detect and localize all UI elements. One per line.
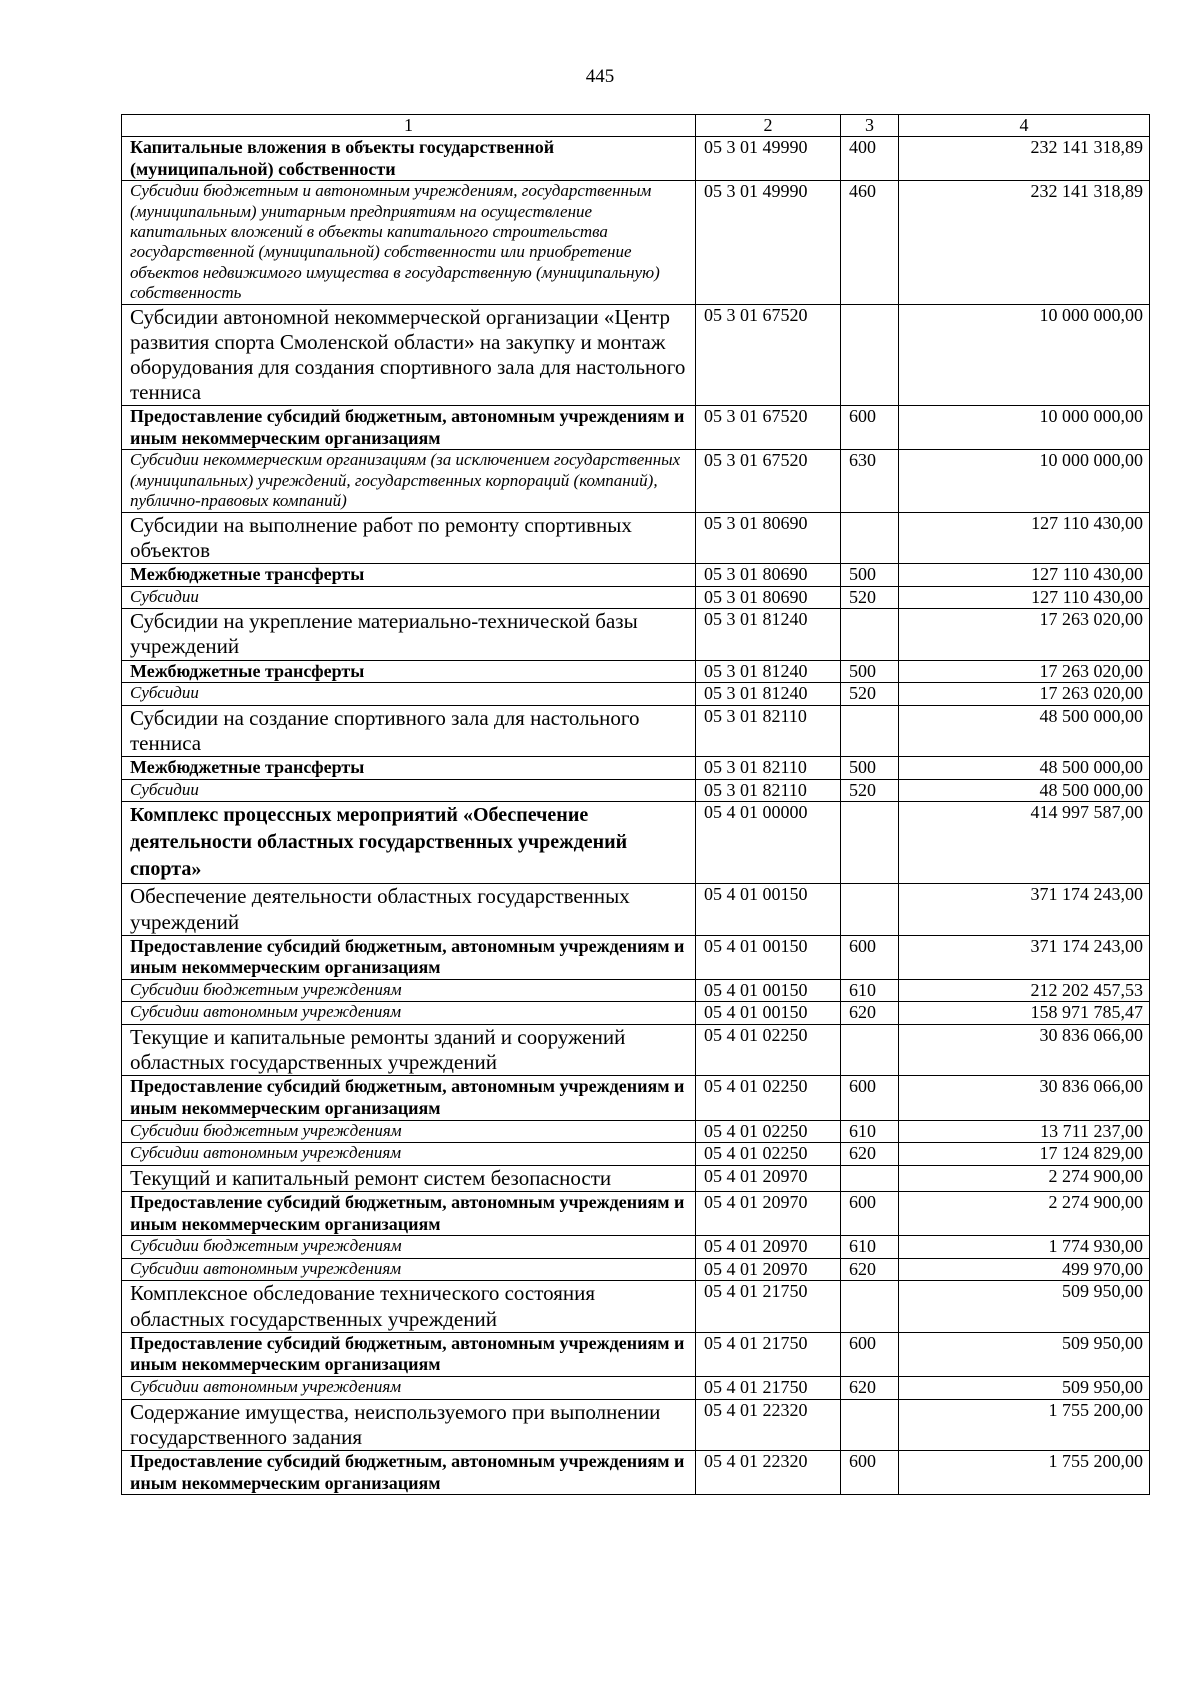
row-name-cell: Субсидии бюджетным и автономным учреждениям, государственным (муниципальным) унитарным предприятиям на осуществление капитальных вложений в объекты капитального строительства государственной (муниципальной) собственности или приобретение объектов недвижимого имущества в государственную (муниципальную) собственность [122,181,696,304]
row-code-cell: 05 4 01 00000 [696,802,841,884]
row-vr-cell [841,1399,899,1450]
row-vr-cell: 610 [841,1120,899,1143]
row-name-cell: Комплекс процессных мероприятий «Обеспечение деятельности областных государственных учреждений спорта» [122,802,696,884]
table-row [122,181,1150,304]
row-vr-cell: 460 [841,181,899,304]
row-code-cell: 05 3 01 80690 [696,586,841,609]
row-code-cell: 05 3 01 49990 [696,137,841,181]
row-vr-cell [841,884,899,935]
row-name-cell: Текущий и капитальный ремонт систем безопасности [122,1165,696,1191]
table-row [122,1192,1150,1236]
row-code-cell: 05 4 01 00150 [696,1002,841,1025]
row-code-cell: 05 3 01 67520 [696,450,841,512]
row-amount-cell: 158 971 785,47 [899,1002,1150,1025]
row-vr-cell: 520 [841,586,899,609]
row-name-cell: Субсидии на выполнение работ по ремонту спортивных объектов [122,512,696,563]
row-code-cell: 05 3 01 80690 [696,564,841,587]
row-amount-cell: 509 950,00 [899,1332,1150,1376]
row-code-cell: 05 4 01 20970 [696,1258,841,1281]
table-row [122,1143,1150,1166]
table-row [122,1399,1150,1450]
row-amount-cell: 10 000 000,00 [899,304,1150,406]
row-name-cell: Предоставление субсидий бюджетным, автономным учреждениям и иным некоммерческим организациям [122,406,696,450]
row-amount-cell: 13 711 237,00 [899,1120,1150,1143]
row-amount-cell: 2 274 900,00 [899,1192,1150,1236]
table-row [122,1450,1150,1494]
row-name-cell: Субсидии автономным учреждениям [122,1376,696,1399]
header-col-vr: 3 [841,115,899,137]
row-code-cell: 05 3 01 80690 [696,512,841,563]
table-row [122,705,1150,756]
row-amount-cell: 509 950,00 [899,1281,1150,1332]
table-row [122,1258,1150,1281]
row-code-cell: 05 4 01 21750 [696,1376,841,1399]
row-code-cell: 05 3 01 49990 [696,181,841,304]
row-amount-cell: 1 774 930,00 [899,1236,1150,1259]
row-name-cell: Текущие и капитальные ремонты зданий и сооружений областных государственных учреждений [122,1025,696,1076]
row-code-cell: 05 3 01 67520 [696,406,841,450]
row-vr-cell [841,609,899,660]
row-amount-cell: 127 110 430,00 [899,586,1150,609]
row-name-cell: Предоставление субсидий бюджетным, автономным учреждениям и иным некоммерческим организациям [122,935,696,979]
row-amount-cell: 48 500 000,00 [899,779,1150,802]
row-vr-cell [841,705,899,756]
row-code-cell: 05 3 01 81240 [696,660,841,683]
row-name-cell: Субсидии бюджетным учреждениям [122,1236,696,1259]
header-col-name: 1 [122,115,696,137]
table-row [122,1025,1150,1076]
row-amount-cell: 232 141 318,89 [899,181,1150,304]
row-amount-cell: 30 836 066,00 [899,1076,1150,1120]
row-code-cell: 05 3 01 81240 [696,683,841,706]
table-row [122,979,1150,1002]
table-row [122,935,1150,979]
table-row [122,683,1150,706]
row-code-cell: 05 3 01 67520 [696,304,841,406]
row-vr-cell: 600 [841,1332,899,1376]
row-code-cell: 05 4 01 02250 [696,1143,841,1166]
table-row [122,1076,1150,1120]
row-code-cell: 05 4 01 21750 [696,1332,841,1376]
row-name-cell: Предоставление субсидий бюджетным, автономным учреждениям и иным некоммерческим организациям [122,1192,696,1236]
row-amount-cell: 17 263 020,00 [899,609,1150,660]
row-code-cell: 05 4 01 22320 [696,1450,841,1494]
row-name-cell: Субсидии [122,586,696,609]
row-code-cell: 05 4 01 21750 [696,1281,841,1332]
row-vr-cell: 620 [841,1376,899,1399]
table-row [122,137,1150,181]
row-amount-cell: 1 755 200,00 [899,1450,1150,1494]
row-name-cell: Предоставление субсидий бюджетным, автономным учреждениям и иным некоммерческим организациям [122,1450,696,1494]
table-body [122,137,1150,1495]
row-vr-cell [841,1281,899,1332]
row-vr-cell [841,802,899,884]
row-amount-cell: 371 174 243,00 [899,884,1150,935]
row-vr-cell: 600 [841,406,899,450]
row-name-cell: Межбюджетные трансферты [122,660,696,683]
row-name-cell: Капитальные вложения в объекты государственной (муниципальной) собственности [122,137,696,181]
table-row [122,1165,1150,1191]
budget-table [121,114,1150,1495]
row-amount-cell: 48 500 000,00 [899,705,1150,756]
row-name-cell: Субсидии некоммерческим организациям (за исключением государственных (муниципальных) учреждений, государственных корпораций (компаний), публично-правовых компаний) [122,450,696,512]
row-amount-cell: 30 836 066,00 [899,1025,1150,1076]
row-code-cell: 05 4 01 20970 [696,1165,841,1191]
row-code-cell: 05 4 01 02250 [696,1076,841,1120]
row-vr-cell [841,1025,899,1076]
table-row [122,1002,1150,1025]
row-amount-cell: 17 263 020,00 [899,683,1150,706]
row-name-cell: Межбюджетные трансферты [122,564,696,587]
row-amount-cell: 2 274 900,00 [899,1165,1150,1191]
row-amount-cell: 17 124 829,00 [899,1143,1150,1166]
table-row [122,564,1150,587]
row-name-cell: Субсидии автономным учреждениям [122,1002,696,1025]
row-amount-cell: 10 000 000,00 [899,406,1150,450]
row-amount-cell: 1 755 200,00 [899,1399,1150,1450]
table-row [122,1236,1150,1259]
row-amount-cell: 10 000 000,00 [899,450,1150,512]
row-vr-cell: 620 [841,1002,899,1025]
row-name-cell: Комплексное обследование технического состояния областных государственных учреждений [122,1281,696,1332]
row-name-cell: Субсидии на укрепление материально-технической базы учреждений [122,609,696,660]
row-vr-cell: 620 [841,1258,899,1281]
row-name-cell: Субсидии автономным учреждениям [122,1143,696,1166]
row-vr-cell: 600 [841,935,899,979]
row-vr-cell: 500 [841,564,899,587]
row-vr-cell: 520 [841,779,899,802]
row-code-cell: 05 4 01 00150 [696,935,841,979]
row-name-cell: Субсидии на создание спортивного зала для настольного тенниса [122,705,696,756]
row-code-cell: 05 4 01 22320 [696,1399,841,1450]
table-row [122,1281,1150,1332]
row-name-cell: Межбюджетные трансферты [122,757,696,780]
row-amount-cell: 17 263 020,00 [899,660,1150,683]
row-code-cell: 05 3 01 82110 [696,757,841,780]
row-name-cell: Содержание имущества, неиспользуемого при выполнении государственного задания [122,1399,696,1450]
row-amount-cell: 414 997 587,00 [899,802,1150,884]
table-row [122,1332,1150,1376]
table-row [122,406,1150,450]
row-vr-cell: 610 [841,979,899,1002]
table-row [122,802,1150,884]
page-number: 445 [585,66,615,87]
table-row [122,1120,1150,1143]
row-vr-cell [841,304,899,406]
table-row [122,512,1150,563]
table-row [122,757,1150,780]
row-code-cell: 05 3 01 82110 [696,705,841,756]
row-code-cell: 05 4 01 20970 [696,1236,841,1259]
row-code-cell: 05 3 01 81240 [696,609,841,660]
row-name-cell: Обеспечение деятельности областных государственных учреждений [122,884,696,935]
row-code-cell: 05 3 01 82110 [696,779,841,802]
row-vr-cell [841,1165,899,1191]
table-row [122,609,1150,660]
row-vr-cell [841,512,899,563]
row-vr-cell: 610 [841,1236,899,1259]
row-amount-cell: 127 110 430,00 [899,564,1150,587]
row-amount-cell: 212 202 457,53 [899,979,1150,1002]
table-row [122,660,1150,683]
row-name-cell: Субсидии [122,779,696,802]
row-vr-cell: 600 [841,1076,899,1120]
row-code-cell: 05 4 01 00150 [696,979,841,1002]
table-row [122,779,1150,802]
row-code-cell: 05 4 01 00150 [696,884,841,935]
row-name-cell: Предоставление субсидий бюджетным, автономным учреждениям и иным некоммерческим организациям [122,1332,696,1376]
header-col-amount: 4 [899,115,1150,137]
row-name-cell: Субсидии бюджетным учреждениям [122,1120,696,1143]
table-row [122,884,1150,935]
row-name-cell: Субсидии автономным учреждениям [122,1258,696,1281]
table-row [122,1376,1150,1399]
row-name-cell: Субсидии [122,683,696,706]
row-vr-cell: 500 [841,757,899,780]
row-vr-cell: 600 [841,1450,899,1494]
row-name-cell: Субсидии автономной некоммерческой организации «Центр развития спорта Смоленской области» на закупку и монтаж оборудования для создания спортивного зала для настольного тенниса [122,304,696,406]
row-vr-cell: 520 [841,683,899,706]
header-col-code: 2 [696,115,841,137]
table-row [122,586,1150,609]
row-vr-cell: 500 [841,660,899,683]
row-amount-cell: 499 970,00 [899,1258,1150,1281]
row-code-cell: 05 4 01 02250 [696,1120,841,1143]
row-vr-cell: 630 [841,450,899,512]
row-vr-cell: 620 [841,1143,899,1166]
table-row [122,304,1150,406]
row-amount-cell: 509 950,00 [899,1376,1150,1399]
row-amount-cell: 48 500 000,00 [899,757,1150,780]
row-name-cell: Предоставление субсидий бюджетным, автономным учреждениям и иным некоммерческим организациям [122,1076,696,1120]
row-vr-cell: 600 [841,1192,899,1236]
row-vr-cell: 400 [841,137,899,181]
row-name-cell: Субсидии бюджетным учреждениям [122,979,696,1002]
table-header-row [122,115,1150,137]
row-amount-cell: 232 141 318,89 [899,137,1150,181]
row-amount-cell: 127 110 430,00 [899,512,1150,563]
row-amount-cell: 371 174 243,00 [899,935,1150,979]
row-code-cell: 05 4 01 02250 [696,1025,841,1076]
table-row [122,450,1150,512]
row-code-cell: 05 4 01 20970 [696,1192,841,1236]
